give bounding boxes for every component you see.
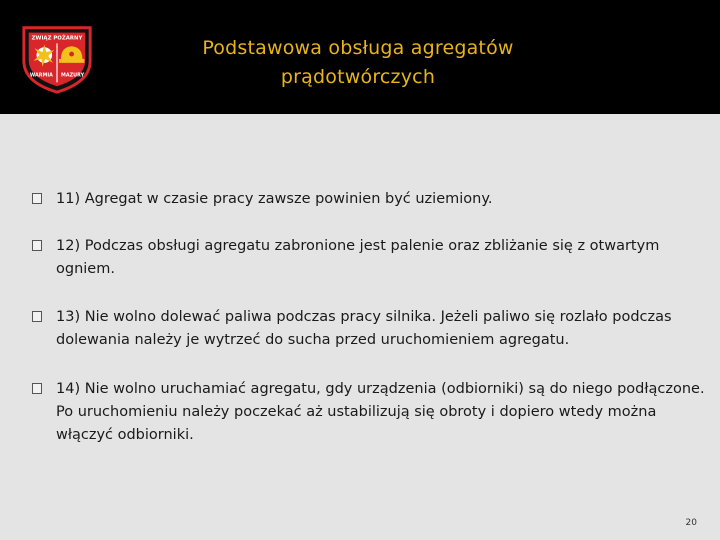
slide-content: [0, 114, 720, 540]
bullet-item: [32, 306, 712, 352]
bullet-item: [32, 378, 712, 447]
checkbox-bullet-icon: [32, 383, 42, 394]
slide-title-line-2: prądotwórczych: [280, 66, 436, 88]
logo-text-right: MAZURY: [61, 72, 85, 79]
bullet-text: 12) Podczas obsługi agregatu zabronione jest palenie oraz zbliżanie się z otwartym ogniem.: [56, 238, 660, 277]
checkbox-bullet-icon: [32, 193, 42, 204]
logo-text-left: WARMIA: [29, 72, 53, 79]
checkbox-bullet-icon: [32, 311, 42, 322]
bullet-item: [32, 235, 712, 281]
page-number: 20: [685, 518, 697, 528]
bullet-text: 11) Agregat w czasie pracy zawsze powinien być uziemiony.: [56, 191, 493, 207]
slide-header: [0, 0, 720, 112]
slide-title: [120, 34, 596, 92]
bullet-text: 13) Nie wolno dolewać paliwa podczas pracy silnika. Jeżeli paliwo się rozlało podczas dolewania należy je wytrzeć do sucha przed uruchomieniem agregatu.: [56, 309, 672, 348]
bullet-text: 14) Nie wolno uruchamiać agregatu, gdy urządzenia (odbiorniki) są do niego podłączone. Po uruchomieniu należy poczekać aż ustabilizują się obroty i dopiero wtedy można włączyć odbiorniki.: [56, 381, 705, 443]
logo-text-top: ZWIĄZ POŻARNY: [31, 35, 83, 42]
fire-brigade-logo-icon: [18, 18, 96, 96]
bullet-item: [32, 188, 712, 211]
checkbox-bullet-icon: [32, 240, 42, 251]
slide-title-line-1: Podstawowa obsługa agregatów: [202, 37, 514, 59]
